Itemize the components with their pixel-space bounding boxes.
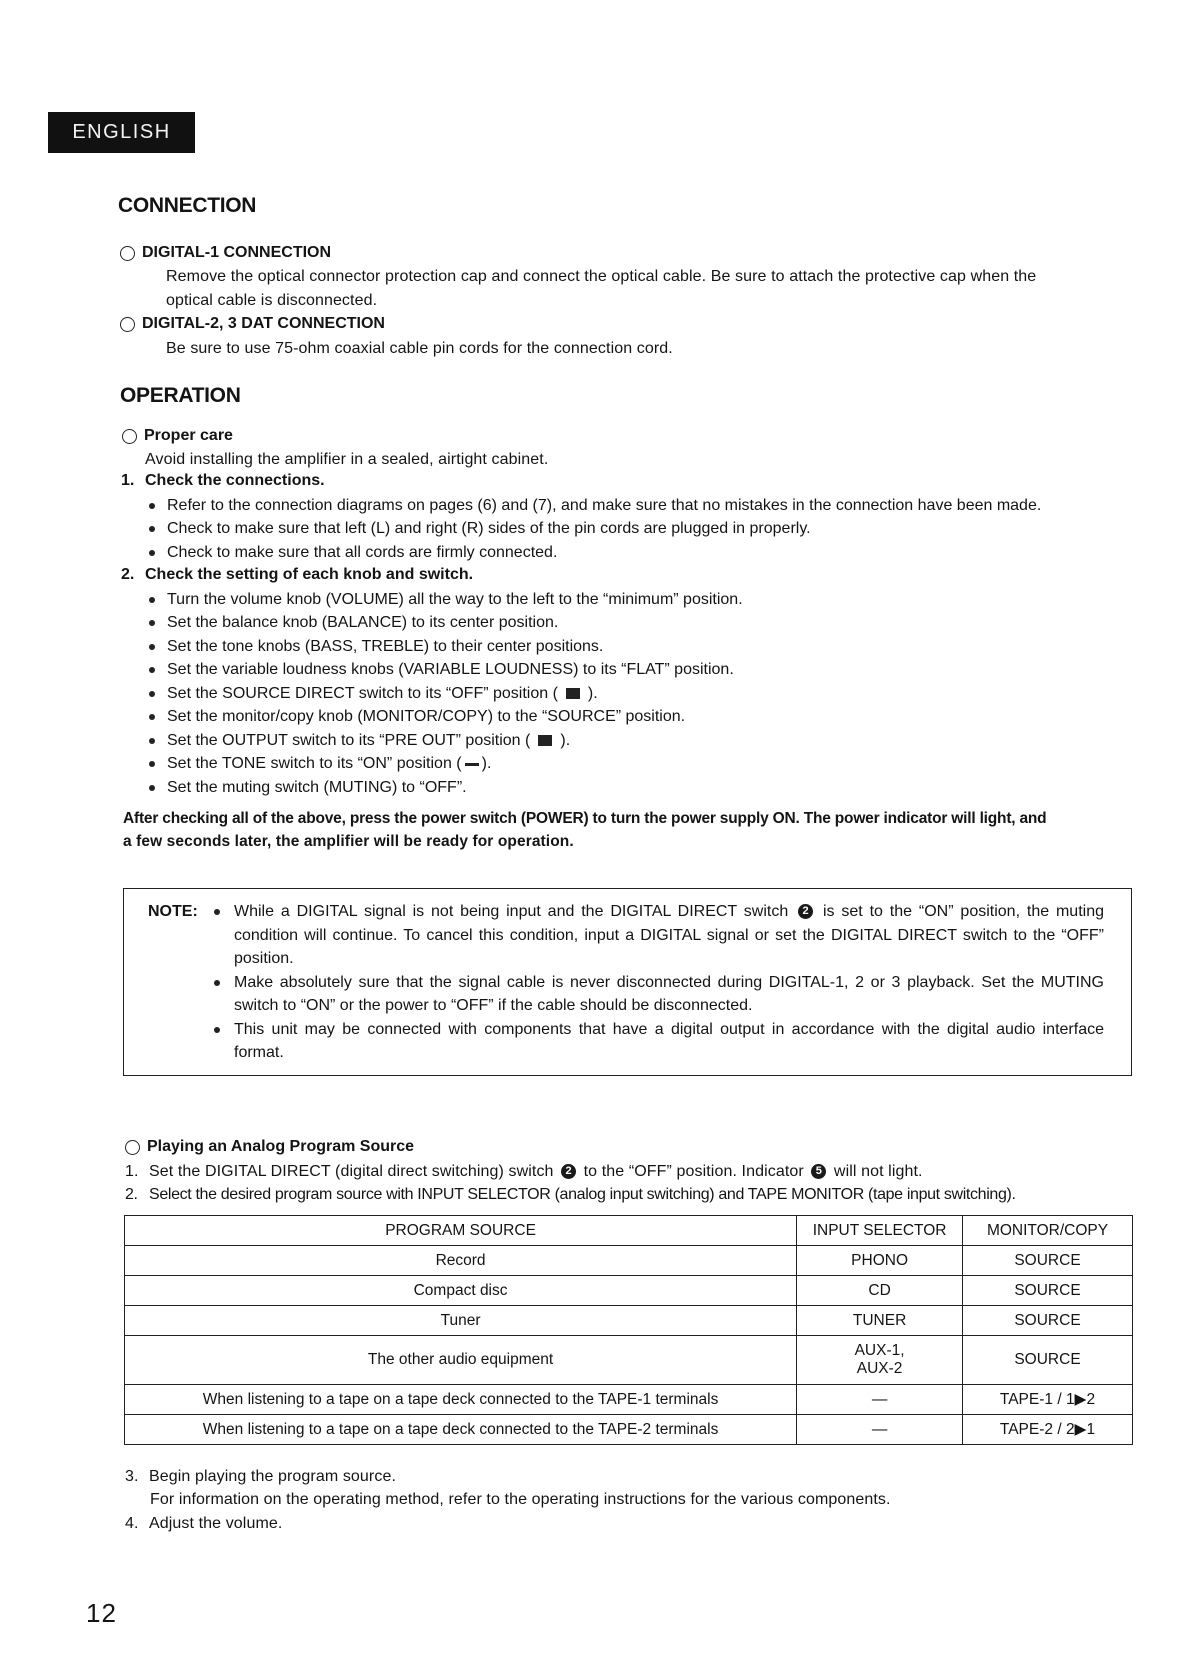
bullet-icon (149, 597, 155, 603)
step1-bullets (149, 494, 1041, 565)
analog-step4 (125, 1512, 282, 1536)
page-number: 12 (86, 1598, 117, 1628)
note-item-text: This unit may be connected with components that have a digital output in accordance with the digital audio interface format. (234, 1020, 1104, 1061)
circle-marker-icon (122, 429, 137, 444)
note-item (214, 1018, 1119, 1065)
list-item (149, 541, 1041, 565)
language-label: ENGLISH (72, 121, 171, 143)
bullet-icon (149, 691, 155, 697)
note-items (214, 900, 1119, 1065)
number-5-badge-icon: 5 (811, 1164, 826, 1179)
bullet-icon (214, 980, 220, 986)
cell-monitor: SOURCE (963, 1336, 1133, 1385)
switch-released-icon (538, 735, 552, 746)
bullet-text: Set the variable loudness knobs (VARIABLE LOUDNESS) to its “FLAT” position. (167, 661, 734, 679)
header-program-source: PROGRAM SOURCE (125, 1216, 797, 1246)
connection-title: CONNECTION (118, 194, 257, 217)
analog-step3-sub: For information on the operating method, refer to the operating instructions for the various components. (150, 1491, 891, 1508)
analog-heading-text: Playing an Analog Program Source (147, 1138, 415, 1155)
header-monitor-copy: MONITOR/COPY (963, 1216, 1133, 1246)
header-input-selector: INPUT SELECTOR (797, 1216, 963, 1246)
analog-step1-text-middle: to the “OFF” position. Indicator (583, 1163, 804, 1180)
digital23-heading-text: DIGITAL-2, 3 DAT CONNECTION (142, 315, 385, 332)
note-box (123, 888, 1132, 1076)
bullet-text: Turn the volume knob (VOLUME) all the way to the left to the “minimum” position. (167, 590, 743, 608)
analog-step2-number: 2. (125, 1186, 138, 1203)
analog-step3-number: 3. (125, 1468, 139, 1485)
analog-step2-text: Select the desired program source with INPUT SELECTOR (analog input switching) and TAPE MONITOR (tape input switching). (149, 1186, 1016, 1203)
bullet-icon (149, 503, 155, 509)
bullet-text: Set the monitor/copy knob (MONITOR/COPY) to the “SOURCE” position. (167, 708, 686, 726)
proper-care-heading (122, 427, 233, 445)
cell-source: Tuner (125, 1306, 797, 1336)
cell-source: Compact disc (125, 1276, 797, 1306)
analog-heading (125, 1138, 414, 1156)
cell-monitor: SOURCE (963, 1246, 1133, 1276)
bullet-icon (149, 761, 155, 767)
note-item-text: Make absolutely sure that the signal cable is never disconnected during DIGITAL-1, 2 or 3 playback. Set the MUTING switch to “ON” or the power to “OFF” if the cable should be disconnected. (234, 973, 1104, 1014)
bullet-text: Set the balance knob (BALANCE) to its center position. (167, 614, 559, 632)
bullet-icon (149, 550, 155, 556)
step2-number: 2. (121, 566, 135, 583)
list-item (149, 706, 743, 730)
step2-heading-text: Check the setting of each knob and switch. (145, 566, 474, 583)
analog-step1-text: Set the DIGITAL DIRECT (digital direct switching) switch (149, 1163, 554, 1180)
cell-source: When listening to a tape on a tape deck connected to the TAPE-1 terminals (125, 1385, 797, 1415)
after-check-line2: a few seconds later, the amplifier will be ready for operation. (123, 833, 574, 850)
note-item-text (234, 900, 1104, 971)
cell-monitor: TAPE-2 / 2▶1 (963, 1415, 1133, 1445)
bullet-text: Set the OUTPUT switch to its “PRE OUT” position ( (167, 731, 531, 749)
table-row (125, 1415, 1133, 1445)
operation-title: OPERATION (120, 384, 241, 407)
digital1-text-line1: Remove the optical connector protection cap and connect the optical cable. Be sure to attach the protective cap when the (166, 268, 1037, 285)
table-row (125, 1385, 1133, 1415)
list-item (149, 729, 743, 753)
list-item (149, 635, 743, 659)
note-label: NOTE: (148, 903, 198, 920)
step2-bullets (149, 588, 743, 800)
bullet-icon (149, 644, 155, 650)
bullet-icon (214, 909, 220, 915)
program-source-table (124, 1215, 1133, 1445)
note-text-before: While a DIGITAL signal is not being input and the DIGITAL DIRECT switch (234, 903, 789, 920)
bullet-icon (149, 667, 155, 673)
bullet-text: Check to make sure that left (L) and right (R) sides of the pin cords are plugged in properly. (167, 520, 811, 538)
list-item (149, 588, 743, 612)
cell-input (797, 1336, 963, 1385)
digital23-text: Be sure to use 75-ohm coaxial cable pin cords for the connection cord. (166, 340, 673, 357)
bullet-icon (214, 1027, 220, 1033)
cell-source: The other audio equipment (125, 1336, 797, 1385)
cell-monitor: TAPE-1 / 1▶2 (963, 1385, 1133, 1415)
bullet-text: Check to make sure that all cords are firmly connected. (167, 543, 558, 561)
table-header-row (125, 1216, 1133, 1246)
bullet-icon (149, 714, 155, 720)
bullet-suffix: ). (560, 731, 571, 749)
digital1-heading-text: DIGITAL-1 CONNECTION (142, 244, 332, 261)
step1-heading (121, 472, 325, 490)
circle-marker-icon (120, 246, 135, 261)
proper-care-heading-text: Proper care (144, 427, 233, 444)
table-row (125, 1306, 1133, 1336)
list-item (149, 659, 743, 683)
bullet-text: Set the muting switch (MUTING) to “OFF”. (167, 778, 467, 796)
analog-step4-number: 4. (125, 1515, 139, 1532)
list-item (149, 753, 743, 777)
cell-input: — (797, 1415, 963, 1445)
bullet-icon (149, 620, 155, 626)
bullet-text: Set the SOURCE DIRECT switch to its “OFF” position ( (167, 684, 558, 702)
list-item (149, 494, 1041, 518)
cell-input: PHONO (797, 1246, 963, 1276)
bullet-text: Set the TONE switch to its “ON” position ( (167, 755, 462, 773)
cell-source: When listening to a tape on a tape deck connected to the TAPE-2 terminals (125, 1415, 797, 1445)
cell-input: CD (797, 1276, 963, 1306)
note-text-after: is set to the “ON” position, the muting condition will continue. To cancel this condition, input a DIGITAL signal or set the DIGITAL DIRECT switch to the “OFF” position. (234, 903, 1105, 967)
cell-monitor: SOURCE (963, 1276, 1133, 1306)
cell-input: TUNER (797, 1306, 963, 1336)
circle-marker-icon (125, 1140, 140, 1155)
step1-number: 1. (121, 472, 135, 489)
analog-step3 (125, 1465, 396, 1489)
analog-step1-text-after: will not light. (833, 1163, 923, 1180)
list-item (149, 682, 743, 706)
circle-marker-icon (120, 317, 135, 332)
language-tab (48, 112, 195, 153)
analog-step1 (125, 1160, 923, 1184)
bullet-icon (149, 738, 155, 744)
digital1-text-line2: optical cable is disconnected. (166, 292, 378, 309)
switch-released-icon (566, 688, 580, 699)
table-row (125, 1246, 1133, 1276)
note-item (214, 971, 1119, 1018)
analog-step3-text: Begin playing the program source. (149, 1468, 396, 1485)
cell-input: — (797, 1385, 963, 1415)
cell-input-line2: AUX-2 (856, 1360, 903, 1377)
bullet-icon (149, 526, 155, 532)
bullet-suffix: ). (481, 755, 492, 773)
step1-heading-text: Check the connections. (145, 472, 325, 489)
cell-monitor: SOURCE (963, 1306, 1133, 1336)
list-item (149, 776, 743, 800)
cell-source: Record (125, 1246, 797, 1276)
table-row (125, 1336, 1133, 1385)
cell-input-line1: AUX-1, (854, 1342, 905, 1359)
analog-step4-text: Adjust the volume. (149, 1515, 283, 1532)
after-check-line1: After checking all of the above, press the power switch (POWER) to turn the power supply ON. The power indicator will light, and (123, 810, 1047, 827)
list-item (149, 518, 1041, 542)
analog-step2 (125, 1183, 1016, 1207)
number-2-badge-icon: 2 (798, 904, 813, 919)
bullet-icon (149, 785, 155, 791)
bullet-text: Set the tone knobs (BASS, TREBLE) to their center positions. (167, 637, 604, 655)
digital1-heading (120, 244, 331, 262)
step2-heading (121, 566, 473, 584)
number-2-badge-icon: 2 (561, 1164, 576, 1179)
bullet-text: Refer to the connection diagrams on pages (6) and (7), and make sure that no mistakes in the connection have been made. (167, 496, 1042, 514)
table-row (125, 1276, 1133, 1306)
list-item (149, 612, 743, 636)
analog-step1-number: 1. (125, 1163, 139, 1180)
bullet-suffix: ). (587, 684, 598, 702)
proper-care-text: Avoid installing the amplifier in a sealed, airtight cabinet. (145, 451, 549, 468)
note-item (214, 900, 1119, 971)
switch-pressed-icon (465, 763, 479, 766)
digital23-heading (120, 315, 385, 333)
